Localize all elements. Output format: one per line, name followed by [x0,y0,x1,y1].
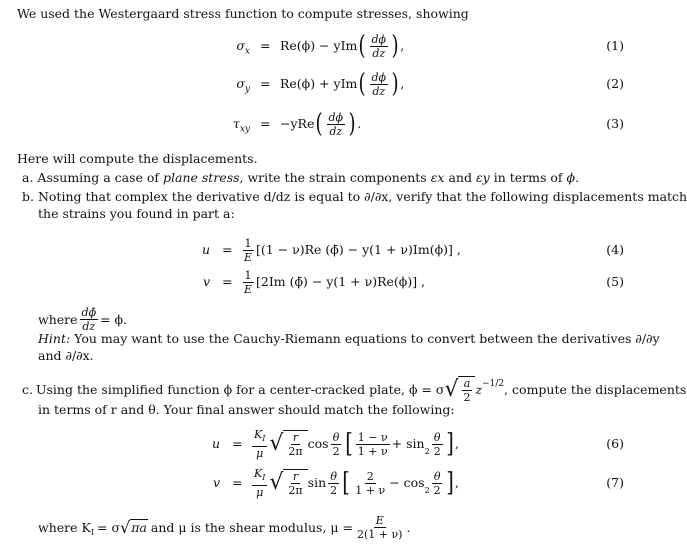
equation-number: (4) [606,242,624,257]
equation-number: (6) [606,436,624,451]
equals-sign: = [232,436,243,451]
equation-rhs: $\frac{1}{E}$ [2Im (ϕ̄) − y(1 + ν)Re(ϕ)] , [244,268,426,296]
equals-sign: = [222,274,233,289]
hint-line1: Hint: You may want to use the Cauchy-Riemann equations to convert between the derivatives ∂/∂y [38,331,660,346]
section-text: Here will compute the displacements. [17,151,258,166]
where-clause-c: where K $_I$ = σ √ πa and μ is the shear modulus, μ = $\frac{E}{2(1 + \nu)}$ . [38,514,411,541]
equation-6 [0,424,624,464]
equation-number: (1) [606,38,624,53]
equation-number: (7) [606,475,624,490]
equation-lhs: $\sigma_x$ [236,38,250,57]
equals-sign: = [232,475,243,490]
equals-sign: = [260,38,271,53]
intro-text: We used the Westergaard stress function to compute stresses, showing [17,6,469,21]
part-b-line2: the strains you found in part a: [38,206,235,221]
equation-lhs: $\sigma_y$ [236,76,250,95]
equation-1 [0,26,624,66]
equation-3 [0,104,624,144]
part-c-line2: in terms of r and θ. Your final answer should match the following: [38,402,455,417]
part-a: a. Assuming a case of plane stress, write the strain components εx and εy in terms of ϕ. [22,170,580,185]
equation-lhs: u [211,436,220,451]
equation-rhs: $\frac{K_I}{\mu}$ √ $\frac{r}{2\pi}$ cos $\frac{\theta}{2}$ [ $\frac{1 - \nu}{1 + \nu}$ + sin $_2$ $\frac{\theta}{2}$ ] , [254,428,459,460]
equation-rhs: $\frac{K_I}{\mu}$ √ $\frac{r}{2\pi}$ sin $\frac{\theta}{2}$ [ $\frac{2}{1 + \nu}$ − cos $_2$ $\frac{\theta}{2}$ ] , [254,467,459,499]
equation-lhs: u [201,242,210,257]
equation-lhs: v [202,274,210,289]
equation-number: (5) [606,274,624,289]
equation-rhs: −yRe ( $\frac{d\phi}{dz}$ ) . [280,109,362,139]
equation-rhs: $\frac{1}{E}$ [(1 − ν)Re (ϕ̄) − y(1 + ν)Im(ϕ)] , [244,236,461,264]
equation-number: (2) [606,76,624,91]
where-clause-b: where $\frac{d\phī}{dz}$ = ϕ. [38,306,128,333]
hint-line2: and ∂/∂x. [38,348,94,363]
equation-number: (3) [606,116,624,131]
equals-sign: = [260,116,271,131]
equation-rhs: Re(ϕ) − yIm ( $\frac{d\phi}{dz}$ ) , [280,31,405,61]
part-c-line1: c. Using the simplified function ϕ for a center-cracked plate, ϕ = σ √ $\frac{a}{2}$ z $^{-1/2}$ , compute the displacements [22,377,687,404]
equation-lhs: v [212,475,220,490]
equation-rhs: Re(ϕ) + yIm ( $\frac{d\phi}{dz}$ ) , [280,69,405,99]
equals-sign: = [260,76,271,91]
equation-5 [0,262,624,302]
equals-sign: = [222,242,233,257]
part-b-line1: b. Noting that complex the derivative d/dz is equal to ∂/∂x, verify that the following displacements match [22,189,687,204]
equation-2 [0,64,624,104]
equation-lhs: $\tau_{xy}$ [232,116,250,135]
equation-7 [0,463,624,503]
